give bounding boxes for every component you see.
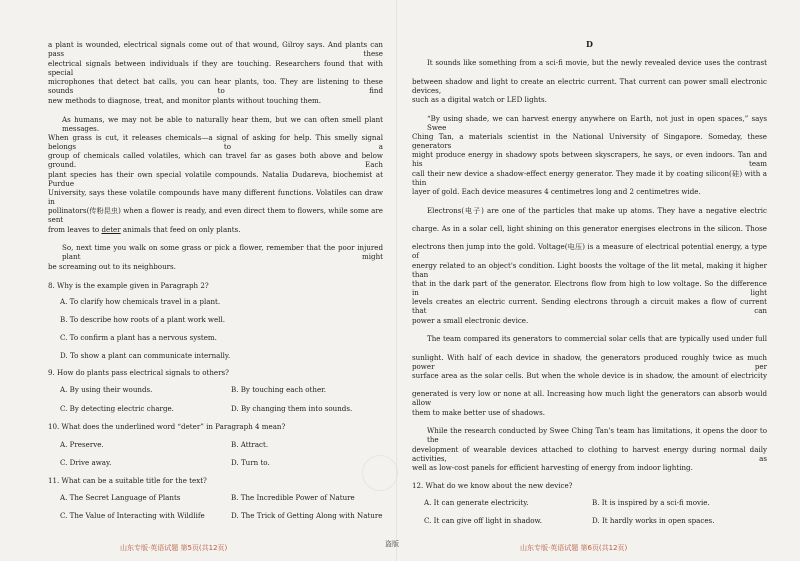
text-line: new methods to diagnose, treat, and monitor plants without touching them.	[48, 96, 322, 105]
text-line: well as low-cost panels for efficient harvesting of energy from indoor lighting.	[412, 463, 693, 472]
text-line: call their new device a shadow-effect energy generator. They made it by coating silicon(硅) with a thin	[412, 169, 767, 188]
option: D. It hardly works in open spaces.	[592, 516, 715, 525]
text-line: might produce energy in shadowy spots between skyscrapers, he says, or even indoors. Tan and his team	[412, 150, 767, 169]
text-line: “By using shade, we can harvest energy anywhere on Earth, not just in open spaces,” says Swee	[427, 114, 767, 133]
option: C. The Value of Interacting with Wildlife	[60, 511, 205, 520]
option: D. Turn to.	[231, 458, 270, 467]
text-line: between shadow and light to create an electric current. That current can power small electronic devices,	[412, 77, 767, 96]
text-line: sunlight. With half of each device in shadow, the generators produced roughly twice as much power per	[412, 353, 767, 372]
option: D. By changing them into sounds.	[231, 404, 353, 413]
option: A. By using their wounds.	[60, 385, 153, 394]
text-line: It sounds like something from a sci-fi movie, but the newly revealed device uses the contrast	[427, 58, 767, 67]
text-line: Ching Tan, a materials scientist in the National University of Singapore. Someday, these generators	[412, 132, 767, 151]
text-line: While the research conducted by Swee Ching Tan's team has limitations, it opens the door to the	[427, 426, 767, 445]
text-line: development of wearable devices attached to clothing to harvest energy during normal daily activities, as	[412, 445, 767, 464]
text-line: such as a digital watch or LED lights.	[412, 95, 547, 104]
text-line: University, says these volatile compounds have many different functions. Volatiles can draw in	[48, 188, 383, 207]
text-line: energy related to an object's condition. Light boosts the voltage of the lit metal, making it higher than	[412, 261, 767, 280]
text-line: electrical signals between individuals if they are touching. Researchers found that with special	[48, 59, 383, 78]
text-line: pollinators(传粉昆虫) when a flower is ready, and even direct them to flowers, while some are sent	[48, 206, 383, 225]
text-line: layer of gold. Each device measures 4 centimetres long and 2 centimetres wide.	[412, 187, 701, 196]
option: B. To describe how roots of a plant work well.	[60, 315, 225, 324]
text-line: them to make better use of shadows.	[412, 408, 545, 417]
text-line: be screaming out to its neighbours.	[48, 262, 176, 271]
text-line: group of chemicals called volatiles, which can travel far as gases both above and below ground. Each	[48, 151, 383, 170]
text-line: microphones that detect bat calls, you can hear plants, too. They are listening to these sounds to find	[48, 77, 383, 96]
option: C. It can give off light in shadow.	[424, 516, 543, 525]
text-line: charge. As in a solar cell, light shining on this generator energises electrons in the silicon. Those	[412, 224, 767, 233]
question-stem: 10. What does the underlined word “deter” in Paragraph 4 mean?	[48, 422, 286, 431]
text-line: The team compared its generators to commercial solar cells that are typically used under full	[427, 334, 767, 343]
text-line: plant species has their own special volatile compounds. Natalia Dudareva, biochemist at Purdue	[48, 170, 383, 189]
text-line: generated is very low or none at all. Increasing how much light the generators can absorb would allow	[412, 389, 767, 408]
option: A. It can generate electricity.	[424, 498, 529, 507]
option: B. By touching each other.	[231, 385, 327, 394]
text-line: So, next time you walk on some grass or pick a flower, remember that the poor injured plant might	[62, 243, 383, 262]
text-line: that in the dark part of the generator. Electrons flow from high to low voltage. So the difference in light	[412, 279, 767, 298]
text-line: power a small electronic device.	[412, 316, 529, 325]
option: B. It is inspired by a sci-fi movie.	[592, 498, 710, 507]
faint-seal-stamp	[362, 455, 398, 491]
text-line: When grass is cut, it releases chemicals—a signal of asking for help. This smelly signal belongs to a	[48, 133, 383, 152]
text-line: electrons then jump into the gold. Voltage(电压) is a measure of electrical potential energy, a type of	[412, 242, 767, 261]
text-fragment: from leaves to	[48, 225, 100, 234]
question-stem: 12. What do we know about the new device?	[412, 481, 573, 490]
option: D. To show a plant can communicate internally.	[60, 351, 231, 360]
text-line	[48, 225, 240, 234]
text-line: levels creates an electric current. Sending electrons through a circuit makes a flow of current that can	[412, 297, 767, 316]
center-mark: 盗版	[385, 540, 399, 548]
option: C. By detecting electric charge.	[60, 404, 174, 413]
text-line: surface area as the solar cells. But when the whole device is in shadow, the amount of electricity	[412, 371, 767, 380]
option: D. The Trick of Getting Along with Nature	[231, 511, 383, 520]
text-line: Electrons(电子) are one of the particles that make up atoms. They have a negative electric	[427, 206, 767, 215]
section-title: D	[586, 39, 593, 49]
option: A. To clarify how chemicals travel in a plant.	[60, 297, 221, 306]
option: B. Attract.	[231, 440, 269, 449]
option: A. The Secret Language of Plants	[60, 493, 181, 502]
right-page-footer: 山东专版·英语试题 第6页(共12页)	[520, 544, 628, 552]
text-line: a plant is wounded, electrical signals come out of that wound, Gilroy says. And plants can pass these	[48, 40, 383, 59]
question-stem: 9. How do plants pass electrical signals to others?	[48, 368, 229, 377]
question-stem: 8. Why is the example given in Paragraph 2?	[48, 281, 209, 290]
question-stem: 11. What can be a suitable title for the text?	[48, 476, 207, 485]
option: B. The Incredible Power of Nature	[231, 493, 355, 502]
text-fragment: animals that feed on only plants.	[122, 225, 241, 234]
underlined-word: deter	[101, 225, 121, 234]
left-page-footer: 山东专版·英语试题 第5页(共12页)	[120, 544, 228, 552]
text-line: As humans, we may not be able to naturally hear them, but we can often smell plant messages.	[62, 115, 383, 134]
option: C. To confirm a plant has a nervous system.	[60, 333, 217, 342]
option: A. Preserve.	[60, 440, 104, 449]
option: C. Drive away.	[60, 458, 112, 467]
